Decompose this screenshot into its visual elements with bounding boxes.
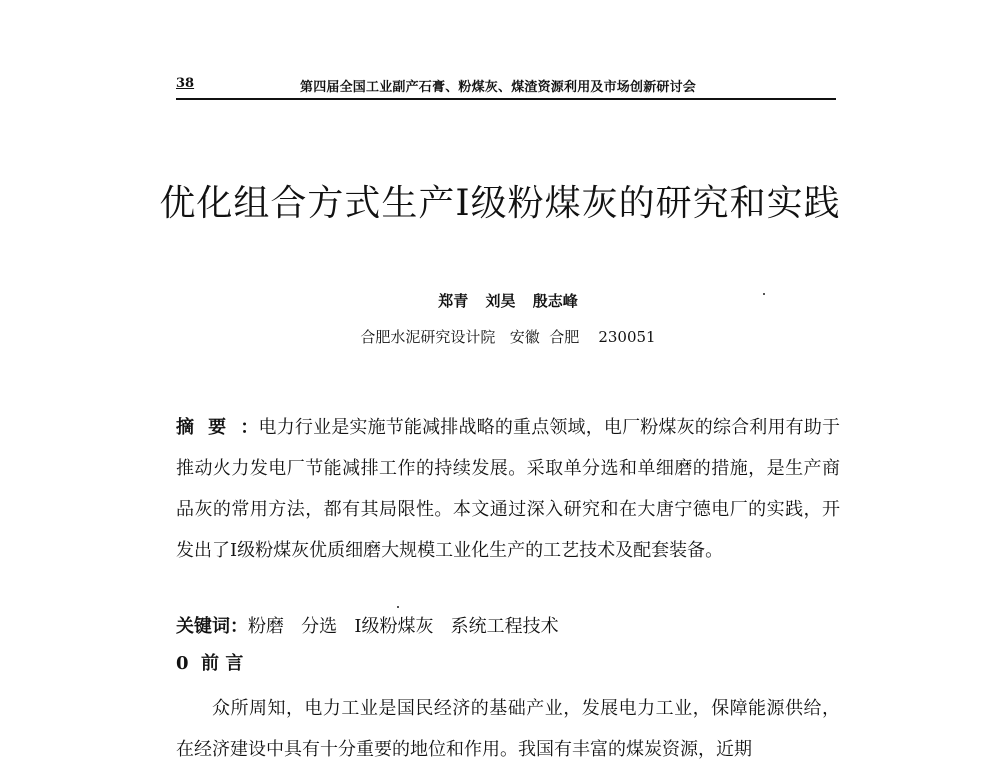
journal-title: 第四届全国工业副产石膏、粉煤灰、煤渣资源利用及市场创新研讨会 xyxy=(300,80,697,95)
affiliation: 合肥水泥研究设计院 安徽 合肥 230051 xyxy=(360,328,656,346)
abstract-colon: ： xyxy=(240,417,259,438)
body-paragraph: 众所周知，电力工业是国民经济的基础产业，发展电力工业，保障能源供给，在经济建设中具有十分重要的地位和作用。我国有丰富的煤炭资源，近期 xyxy=(176,698,840,760)
article-title: 优化组合方式生产Ⅰ级粉煤灰的研究和实践 xyxy=(159,183,841,224)
abstract-text: 电力行业是实施节能减排战略的重点领域，电厂粉煤灰的综合利用有助于推动火力发电厂节能减排工作的持续发展。采取单分选和单细磨的措施，是生产商品灰的常用方法，都有其局限性。本文通过深入研究和在大唐宁德电厂的实践，开发出了Ⅰ级粉煤灰优质细磨大规模工业化生产的工艺技术及配套装备。 xyxy=(176,417,841,561)
section-heading: 0 前 言 xyxy=(176,653,244,674)
scan-speck xyxy=(763,293,765,295)
keywords xyxy=(176,612,840,638)
authors: 郑青 刘昊 殷志峰 xyxy=(438,292,578,310)
running-header xyxy=(176,76,836,100)
abstract xyxy=(176,407,840,571)
page-number: 38 xyxy=(176,76,195,91)
abstract-label: 摘要 xyxy=(176,417,241,438)
scan-speck xyxy=(397,606,399,608)
keywords-label: 关键词： xyxy=(176,616,248,637)
keywords-text: 粉磨 分选 Ⅰ级粉煤灰 系统工程技术 xyxy=(248,616,559,637)
